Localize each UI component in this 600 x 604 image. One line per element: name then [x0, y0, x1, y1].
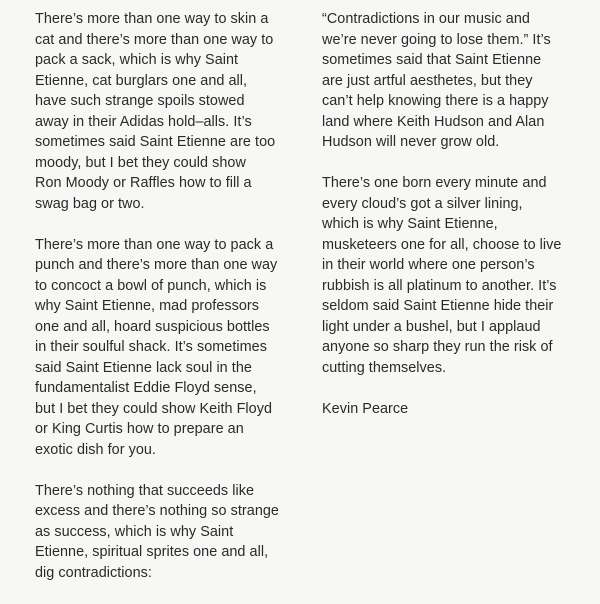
text-line: said Saint Etienne lack soul in the [35, 359, 252, 376]
text-line: fundamentalist Eddie Floyd sense, [35, 380, 257, 396]
text-line: land where Keith Hudson and Alan [322, 113, 545, 130]
text-line: There’s nothing that succeeds like [35, 482, 255, 499]
text-line: There’s more than one way to pack a [35, 236, 274, 253]
text-line: seldom said Saint Etienne hide their [322, 298, 554, 314]
paragraph-skin-a-cat [35, 9, 303, 214]
author-name: Kevin Pearce [322, 400, 409, 417]
text-line: anyone so sharp they run the risk of [322, 339, 553, 355]
text-line: There’s more than one way to skin a [35, 11, 269, 27]
text-line: cat and there’s more than one way to [35, 31, 274, 48]
text-line: light under a bushel, but I applaud [322, 318, 541, 335]
text-line: Ron Moody or Raffles how to fill a [35, 175, 252, 191]
text-line: excess and there’s nothing so strange [35, 503, 279, 519]
text-line: punch and there’s more than one way [35, 257, 278, 273]
text-line: There’s one born every minute and [322, 175, 547, 191]
left-column [35, 9, 303, 604]
text-line: sometimes said Saint Etienne are too [35, 134, 276, 150]
text-line: cutting themselves. [322, 359, 447, 376]
text-line: can’t help knowing there is a happy [322, 93, 549, 109]
text-line: musketeers one for all, choose to live [322, 236, 562, 253]
text-line: Etienne, cat burglars one and all, [35, 72, 248, 89]
text-line: swag bag or two. [35, 195, 145, 212]
text-line: are just artful aesthetes, but they [322, 72, 533, 89]
text-line: one and all, hoard suspicious bottles [35, 318, 270, 335]
text-line: Etienne, spiritual sprites one and all, [35, 544, 269, 560]
paragraph-success [35, 481, 303, 584]
text-line: in their world where one person’s [322, 257, 535, 273]
text-line: why Saint Etienne, mad professors [35, 298, 260, 314]
text-line: pack a sack, which is why Saint [35, 52, 239, 68]
text-line: to concoct a bowl of punch, which is [35, 277, 267, 294]
text-line: rubbish is all platinum to another. It’s [322, 277, 557, 294]
text-line: away in their Adidas hold–alls. It’s [35, 113, 252, 130]
text-line: every cloud’s got a silver lining, [322, 195, 523, 212]
text-line: sometimes said that Saint Etienne [322, 52, 542, 68]
text-line: have such strange spoils stowed [35, 93, 245, 109]
text-line: exotic dish for you. [35, 441, 156, 458]
text-line: Hudson will never grow old. [322, 134, 500, 150]
text-line: which is why Saint Etienne, [322, 216, 498, 232]
text-line: we’re never going to lose them.” It’s [322, 31, 551, 48]
text-line: but I bet they could show Keith Floyd [35, 400, 273, 417]
paragraph-pack-a-punch [35, 235, 303, 461]
paragraph-silver-lining [322, 173, 590, 378]
text-line: dig contradictions: [35, 564, 152, 581]
text-line: moody, but I bet they could show [35, 154, 246, 171]
text-line: or King Curtis how to prepare an [35, 421, 244, 437]
paragraph-contradictions [322, 9, 590, 153]
text-line: “Contradictions in our music and [322, 11, 530, 27]
text-line: in their soulful shack. It’s sometimes [35, 339, 267, 355]
text-line: as success, which is why Saint [35, 523, 234, 540]
right-column [322, 9, 590, 440]
author-signature [322, 399, 590, 420]
